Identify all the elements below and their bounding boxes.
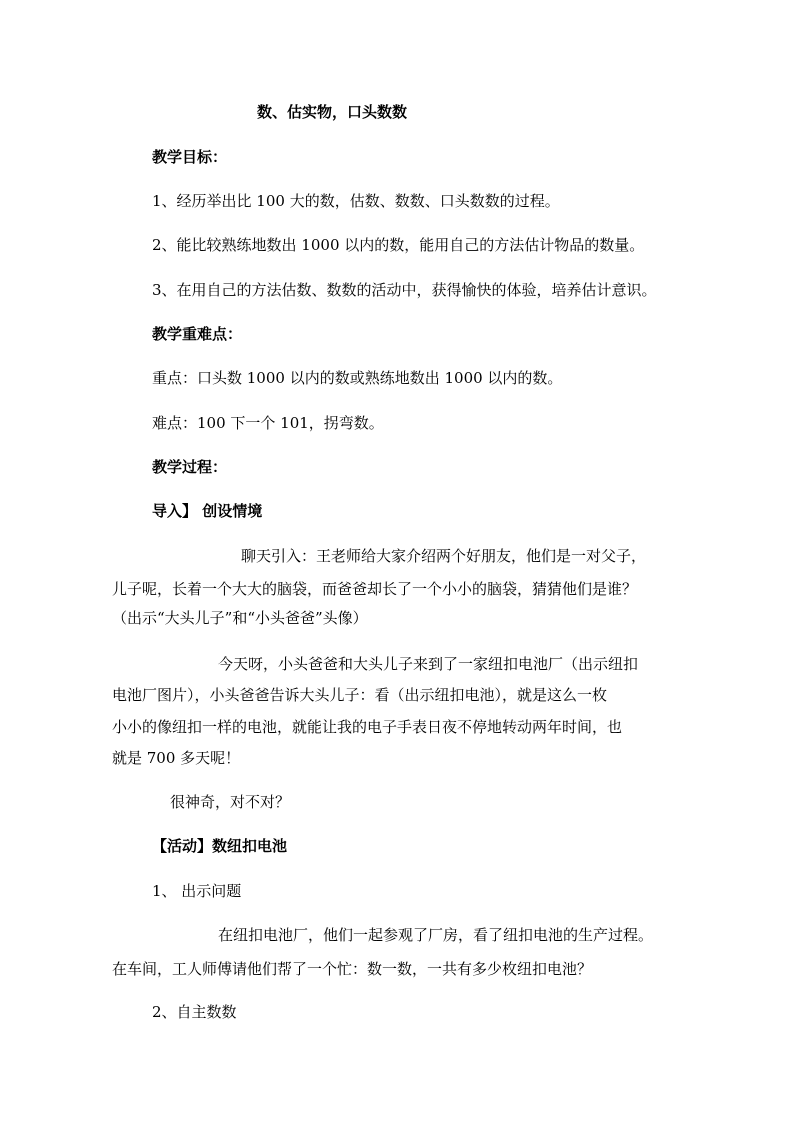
step-line: 在车间，工人师傅请他们帮了一个忙：数一数，一共有多少枚纽扣电池？ bbox=[112, 960, 593, 978]
key-heading: 教学重难点： bbox=[152, 325, 243, 343]
step-heading: 1、 出示问题 bbox=[152, 882, 242, 900]
goal-item: 2、能比较熟练地数出 1000 以内的数，能用自己的方法估计物品的数量。 bbox=[152, 236, 645, 254]
page-title: 数、估实物，口头数数 bbox=[257, 103, 408, 121]
story-line: 电池厂图片），小头爸爸告诉大头儿子：看（出示纽扣电池），就是这么一枚 bbox=[112, 686, 608, 704]
intro-line: （出示“大头儿子”和“小头爸爸”头像） bbox=[112, 609, 368, 627]
story-line: 小小的像纽扣一样的电池，就能让我的电子手表日夜不停地转动两年时间，也 bbox=[112, 718, 623, 736]
process-heading: 教学过程： bbox=[152, 458, 228, 476]
intro-line: 儿子呢，长着一个大大的脑袋，而爸爸却长了一个小小的脑袋，猜猜他们是谁？ bbox=[112, 580, 638, 598]
step-line: 在纽扣电池厂，他们一起参观了厂房，看了纽扣电池的生产过程。 bbox=[218, 926, 654, 944]
activity-heading: 【活动】数纽扣电池 bbox=[152, 837, 288, 855]
difficulty: 难点：100 下一个 101，拐弯数。 bbox=[152, 414, 384, 432]
goal-item: 1、经历举出比 100 大的数，估数、数数、口头数数的过程。 bbox=[152, 192, 560, 210]
story-line: 今天呀，小头爸爸和大头儿子来到了一家纽扣电池厂（出示纽扣 bbox=[218, 655, 639, 673]
goals-heading: 教学目标： bbox=[152, 148, 228, 166]
story-line: 就是 700 多天呢！ bbox=[112, 749, 241, 767]
goal-item: 3、在用自己的方法估数、数数的活动中，获得愉快的体验，培养估计意识。 bbox=[152, 281, 657, 299]
intro-heading: 导入】 创设情境 bbox=[152, 502, 263, 520]
intro-line: 聊天引入：王老师给大家介绍两个好朋友，他们是一对父子， bbox=[241, 547, 647, 565]
step-heading: 2、自主数数 bbox=[152, 1003, 237, 1021]
key-point: 重点：口头数 1000 以内的数或熟练地数出 1000 以内的数。 bbox=[152, 369, 563, 387]
wonder-line: 很神奇，对不对？ bbox=[170, 793, 291, 811]
